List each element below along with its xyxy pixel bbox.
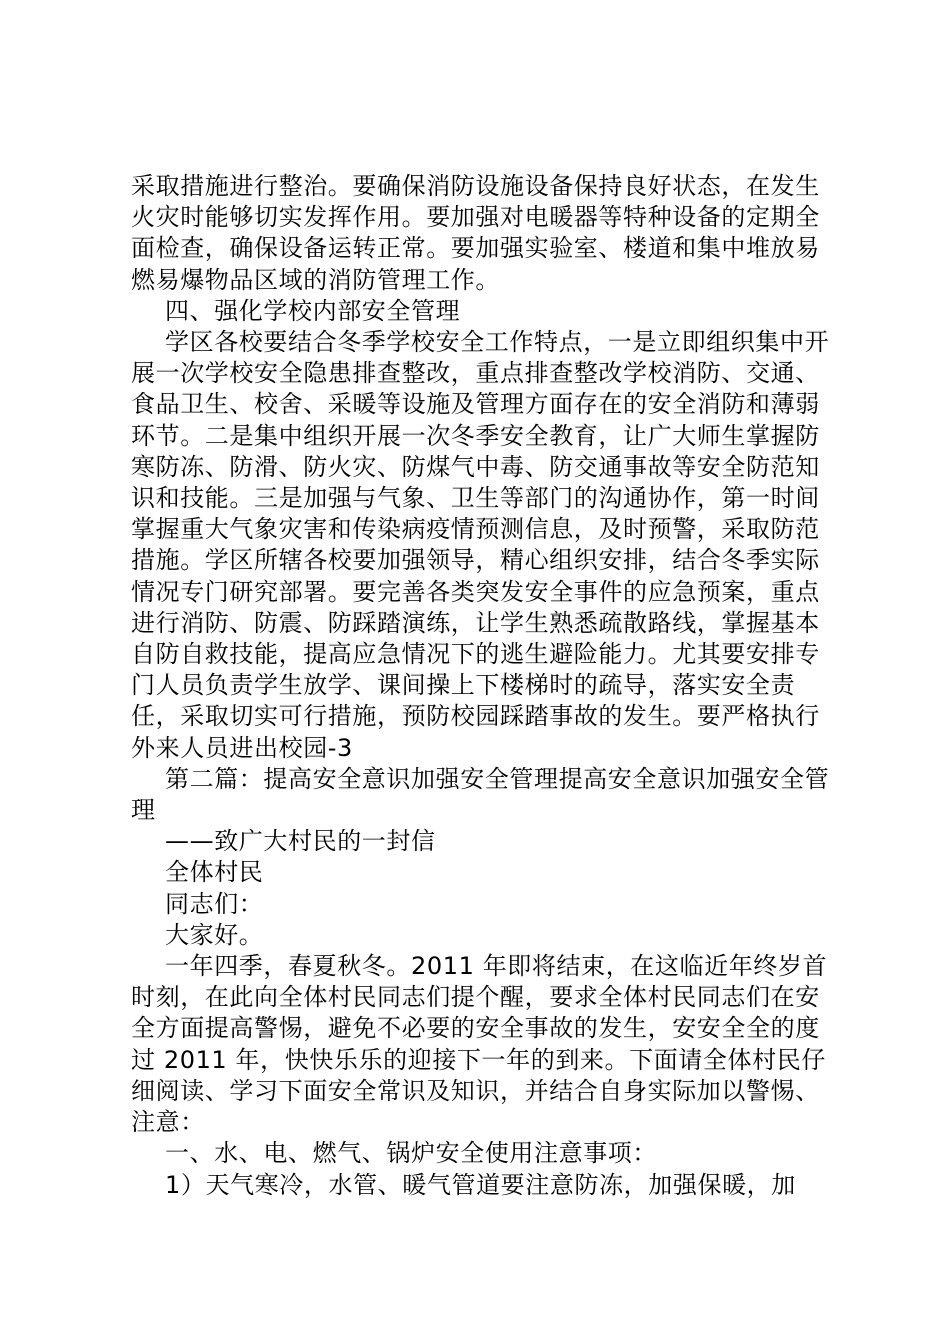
paragraph-year-end-reminder: 一年四季，春夏秋冬。2011 年即将结束，在这临近年终岁首时刻，在此向全体村民同志们提个醒，要求全体村民同志们在安全方面提高警惕，避免不必要的安全事故的发生，安安全全的度过 2011 年，快快乐乐的迎接下一年的到来。下面请全体村民仔细阅读、学习下面安全常识及知识，并结合自身实际加以警惕、注意： [131,952,828,1137]
letter-recipient: 全体村民 [165,858,264,887]
letter-greeting: 大家好。 [165,920,264,949]
paragraph-school-safety-measures: 学区各校要结合冬季学校安全工作特点，一是立即组织集中开展一次学校安全隐患排查整改，重点排查整改学校消防、交通、食品卫生、校舍、采暖等设施及管理方面存在的安全消防和薄弱环节。二是集中组织开展一次冬季安全教育，让广大师生掌握防寒防冻、防滑、防火灾、防煤气中毒、防交通事故等安全防范知识和技能。三是加强与气象、卫生等部门的沟通协作，第一时间掌握重大气象灾害和传染病疫情预测信息，及时预警，采取防范措施。学区所辖各校要加强领导，精心组织安排，结合冬季实际情况专门研究部署。要完善各类突发安全事件的应急预案，重点进行消防、防震、防踩踏演练，让学生熟悉疏散路线，掌握基本自防自救技能，提高应急情况下的逃生避险能力。尤其要安排专门人员负责学生放学、课间操上下楼梯时的疏导，落实安全责任，采取切实可行措施，预防校园踩踏事故的发生。要严格执行外来人员进出校园-3 [131,328,830,762]
document-body [131,171,831,1201]
letter-salutation: 同志们： [165,889,264,918]
paragraph-fire-safety-continuation: 采取措施进行整治。要确保消防设施设备保持良好状态，在发生火灾时能够切实发挥作用。要加强对电暖器等特种设备的定期全面检查，确保设备运转正常。要加强实验室、楼道和集中堆放易燃易爆物品区域的消防管理工作。 [131,172,820,294]
article-title-part-two: 第二篇：提高安全意识加强安全管理提高安全意识加强安全管理 [131,764,830,825]
list-item-pipe-freeze: 1）天气寒冷，水管、暖气管道要注意防冻，加强保暖，加 [165,1170,796,1199]
letter-subtitle: ——致广大村民的一封信 [165,827,436,856]
section-heading-utilities-safety: 一、水、电、燃气、锅炉安全使用注意事项： [165,1139,657,1168]
section-heading-internal-safety: 四、强化学校内部安全管理 [165,296,461,325]
